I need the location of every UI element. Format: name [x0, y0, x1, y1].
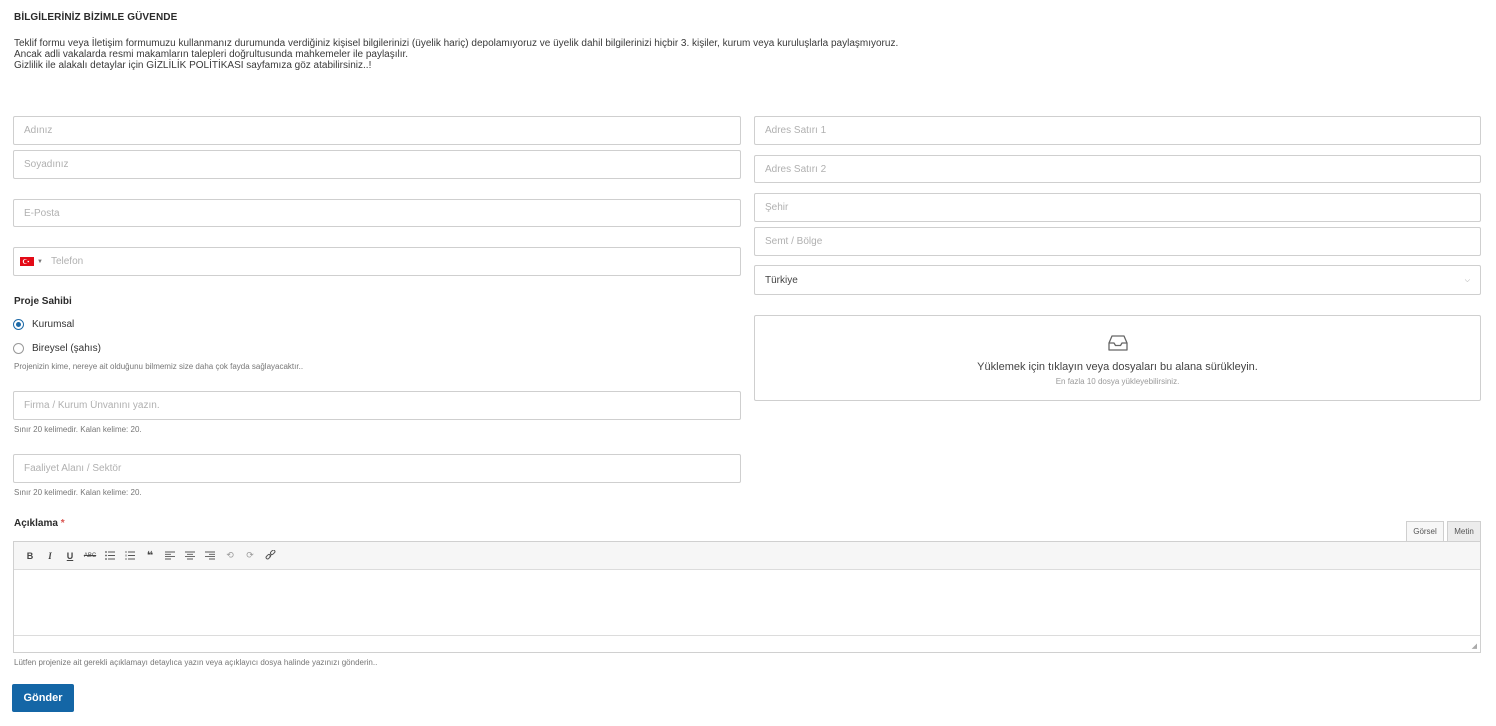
privacy-notice-line: Teklif formu veya İletişim formumuzu kullanmanız durumunda verdiğiniz kişisel bilgilerinizi (üyelik hariç) depolamıyoruz ve üyelik dahil bilgilerinizi hiçbir 3. kişiler, kurum veya kuruluşlarla paylaşmıyoruz.: [14, 38, 899, 49]
radio-label: Bireysel (şahıs): [32, 343, 101, 354]
page-title: BİLGİLERİNİZ BİZİMLE GÜVENDE: [14, 12, 178, 23]
tab-text[interactable]: Metin: [1447, 521, 1481, 541]
align-center-icon[interactable]: [180, 547, 200, 565]
address-line2-field[interactable]: [754, 155, 1481, 183]
company-word-limit-hint: Sınır 20 kelimedir. Kalan kelime: 20.: [14, 425, 142, 434]
district-input[interactable]: [765, 228, 1480, 255]
chevron-down-icon: ⌵: [1464, 277, 1470, 284]
sector-word-limit-hint: Sınır 20 kelimedir. Kalan kelime: 20.: [14, 488, 142, 497]
upload-limit-hint: En fazla 10 dosya yükleyebilirsiniz.: [1055, 377, 1180, 386]
turkey-flag-icon: [20, 257, 34, 266]
upload-instruction: Yüklemek için tıklayın veya dosyaları bu alana sürükleyin.: [977, 361, 1258, 373]
company-input[interactable]: [24, 392, 740, 419]
address-line1-field[interactable]: [754, 116, 1481, 145]
strikethrough-icon[interactable]: ABC: [83, 552, 97, 559]
editor-statusbar: [14, 635, 1480, 652]
align-right-icon[interactable]: [200, 547, 220, 565]
redo-icon[interactable]: ⟳: [246, 550, 254, 560]
country-select-value: Türkiye: [765, 274, 798, 286]
address-line1-input[interactable]: [765, 117, 1480, 144]
numbered-list-icon[interactable]: [120, 547, 140, 565]
country-select[interactable]: [754, 265, 1481, 295]
description-label-text: Açıklama: [14, 518, 58, 529]
first-name-input[interactable]: [24, 117, 740, 144]
chevron-down-icon: ▼: [37, 258, 43, 265]
last-name-field[interactable]: [13, 150, 741, 179]
district-field[interactable]: [754, 227, 1481, 256]
align-left-icon[interactable]: [160, 547, 180, 565]
phone-input[interactable]: [51, 248, 740, 275]
bullet-list-icon[interactable]: [100, 547, 120, 565]
description-editor[interactable]: [13, 541, 1481, 653]
city-input[interactable]: [765, 194, 1480, 221]
privacy-notice: [14, 38, 898, 71]
sector-input[interactable]: [24, 455, 740, 482]
radio-label: Kurumsal: [32, 319, 75, 330]
radio-individual[interactable]: [13, 343, 101, 354]
file-upload-dropzone[interactable]: [754, 315, 1481, 401]
last-name-input[interactable]: [24, 151, 740, 178]
company-field[interactable]: [13, 391, 741, 420]
description-textarea[interactable]: [14, 570, 1480, 636]
bold-icon[interactable]: B: [26, 550, 34, 561]
first-name-field[interactable]: [13, 116, 741, 145]
privacy-notice-line: Gizlilik ile alakalı detaylar için GİZLİLİK POLİTİKASI sayfamıza göz atabilirsiniz..!: [14, 60, 372, 71]
radio-checked-icon[interactable]: [13, 319, 24, 330]
description-label: [14, 518, 65, 529]
link-icon[interactable]: [260, 547, 280, 565]
undo-icon[interactable]: ⟲: [226, 550, 234, 560]
city-field[interactable]: [754, 193, 1481, 222]
project-owner-label: Proje Sahibi: [14, 296, 72, 307]
required-mark: *: [60, 518, 65, 529]
resize-handle-icon[interactable]: ◢: [1471, 643, 1477, 650]
blockquote-icon[interactable]: ❝: [146, 550, 154, 562]
underline-icon[interactable]: U: [66, 550, 74, 561]
country-flag-dropdown[interactable]: [20, 257, 43, 266]
project-owner-hint: Projenizin kime, nereye ait olduğunu bilmemiz size daha çok fayda sağlayacaktır..: [14, 362, 304, 371]
phone-field[interactable]: [13, 247, 741, 276]
radio-unchecked-icon[interactable]: [13, 343, 24, 354]
editor-toolbar: [14, 542, 1480, 570]
description-hint: Lütfen projenize ait gerekli açıklamayı detaylıca yazın veya açıklayıcı dosya halinde yazınızı gönderin..: [14, 658, 378, 667]
address-line2-input[interactable]: [765, 156, 1480, 182]
inbox-icon: [1108, 334, 1128, 352]
sector-field[interactable]: [13, 454, 741, 483]
email-input[interactable]: [24, 200, 740, 226]
privacy-notice-line: Ancak adli vakalarda resmi makamların talepleri doğrultusunda mahkemeler ile paylaşılır.: [14, 49, 409, 60]
italic-icon[interactable]: I: [48, 550, 52, 561]
email-field[interactable]: [13, 199, 741, 227]
submit-button[interactable]: Gönder: [12, 684, 74, 712]
tab-visual[interactable]: Görsel: [1406, 521, 1444, 541]
radio-corporate[interactable]: [13, 319, 74, 330]
